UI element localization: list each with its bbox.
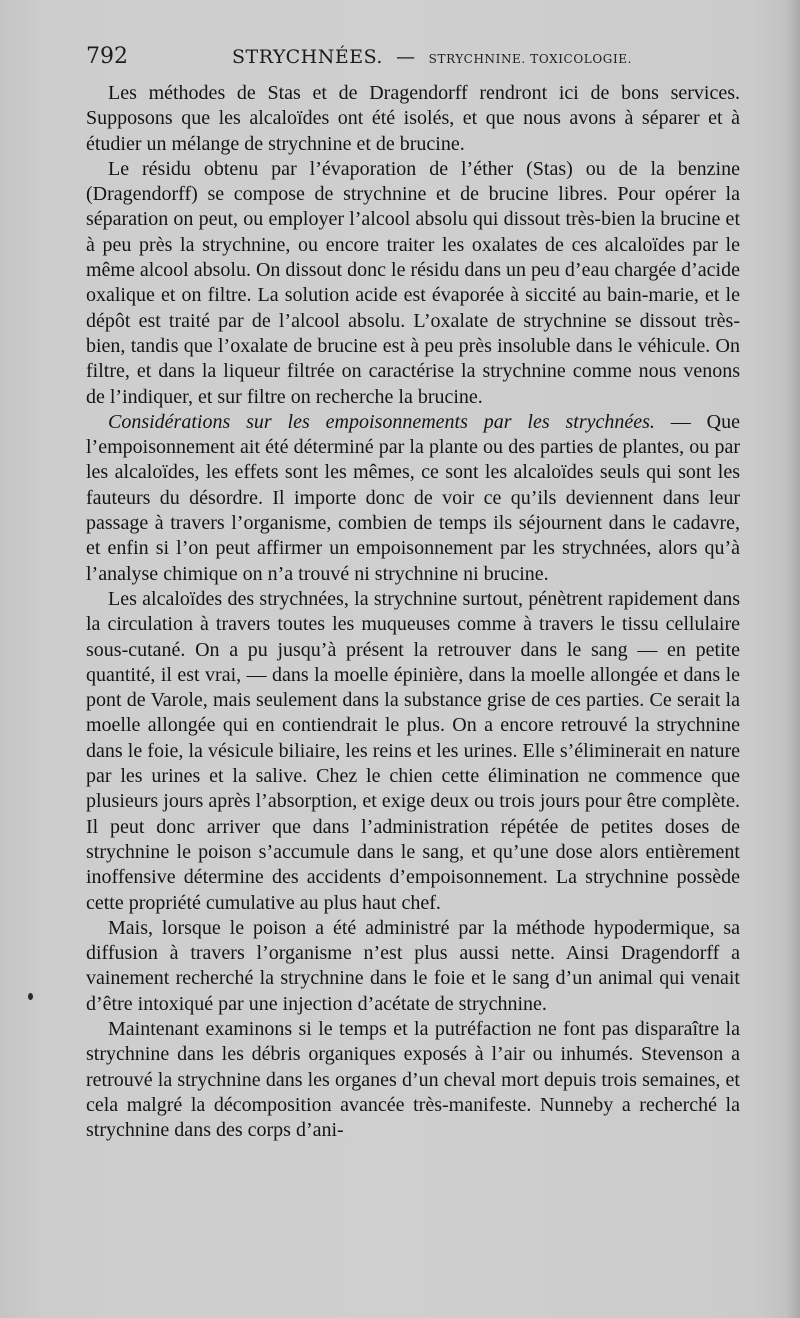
header-dash: — — [396, 46, 416, 68]
paragraph — [86, 410, 740, 587]
section-subtitle: STRYCHNINE. TOXICOLOGIE. — [428, 52, 633, 66]
paragraph-text: — Que l’empoisonnement ait été déterminé par la plante ou des parties de plantes, ou par les alcaloïdes, les effets sont les mêmes, ce sont les alcaloïdes seuls qui sont les fauteurs du désordre. Il importe donc de voir ce qu’ils deviennent dans leur passage à travers l’organisme, combien de temps ils séjournent dans le cadavre, et enfin si l’on peut affirmer un empoisonnement par les strychnées, alors qu’à l’analyse chimique on n’a trouvé ni strychnine ni brucine. — [86, 410, 740, 585]
body-text — [86, 81, 740, 1143]
paragraph: Les alcaloïdes des strychnées, la strychnine surtout, pénètrent rapidement dans la circulation à travers toutes les muqueuses comme à travers le tissu cellulaire sous-cutané. On a pu jusqu’à présent la retrouver dans le sang — en petite quantité, il est vrai, — dans la moelle épinière, dans la moelle allongée et dans le pont de Varole, mais seulement dans la substance grise de ces parties. Ce serait la moelle allongée qui en contiendrait le plus. On a encore retrouvé la strychnine dans le foie, la vésicule biliaire, les reins et les urines. Elle s’éliminerait en nature par les urines et la salive. Chez le chien cette élimination ne commence que plusieurs jours après l’absorption, et exige deux ou trois jours pour être complète. Il peut donc arriver que dans l’administration répétée de petites doses de strychnine le poison s’accumule dans le sang, et qu’une dose alors entièrement inoffensive détermine des accidents d’empoisonnement. La strychnine possède cette propriété cumulative au plus haut chef. — [86, 587, 740, 914]
paragraph: Les méthodes de Stas et de Dragendorff rendront ici de bons services. Supposons que les alcaloïdes ont été isolés, et que nous avons à séparer et à étudier un mélange de strychnine et de brucine. — [86, 82, 740, 155]
page-number: 792 — [86, 44, 128, 69]
paragraph: Mais, lorsque le poison a été administré par la méthode hypodermique, sa diffusion à travers l’organisme n’est plus aussi nette. Ainsi Dragendorff a vainement recherché la strychnine dans le foie et le sang d’un animal qui venait d’être intoxiqué par une injection d’acétate de strychnine. — [86, 916, 740, 1015]
paragraph: Le résidu obtenu par l’évaporation de l’éther (Stas) ou de la benzine (Dragendorff) se compose de strychnine et de brucine libres. Pour opérer la séparation on peut, ou employer l’alcool absolu qui dissout très-bien la brucine et à peu près la strychnine, ou encore traiter les oxalates de ces alcaloïdes par le même alcool absolu. On dissout donc le résidu dans un peu d’eau chargée d’acide oxalique et on filtre. La solution acide est évaporée à siccité au bain-marie, et le dépôt est traité par de l’alcool absolu. L’oxalate de strychnine se dissout très-bien, tandis que l’oxalate de brucine est à peu près insoluble dans le véhicule. On filtre, et dans la liqueur filtrée on caractérise la strychnine comme nous venons de l’indiquer, et sur filtre on recherche la brucine. — [86, 157, 740, 408]
chapter-title: STRYCHNÉES. — [232, 46, 383, 68]
page-edge-shadow — [786, 0, 800, 1318]
running-header — [86, 40, 746, 80]
running-title — [232, 46, 632, 68]
section-heading-italic: Considérations sur les empoisonnements par les strychnées. — [108, 410, 655, 433]
margin-ink-spot — [28, 993, 33, 1000]
paragraph: Maintenant examinons si le temps et la putréfaction ne font pas disparaître la strychnine dans les débris organiques exposés à l’air ou inhumés. Stevenson a retrouvé la strychnine dans les organes d’un cheval mort depuis trois semaines, et cela malgré la décomposition avancée très-manifeste. Nunneby a recherché la strychnine dans des corps d’ani- — [86, 1017, 740, 1142]
